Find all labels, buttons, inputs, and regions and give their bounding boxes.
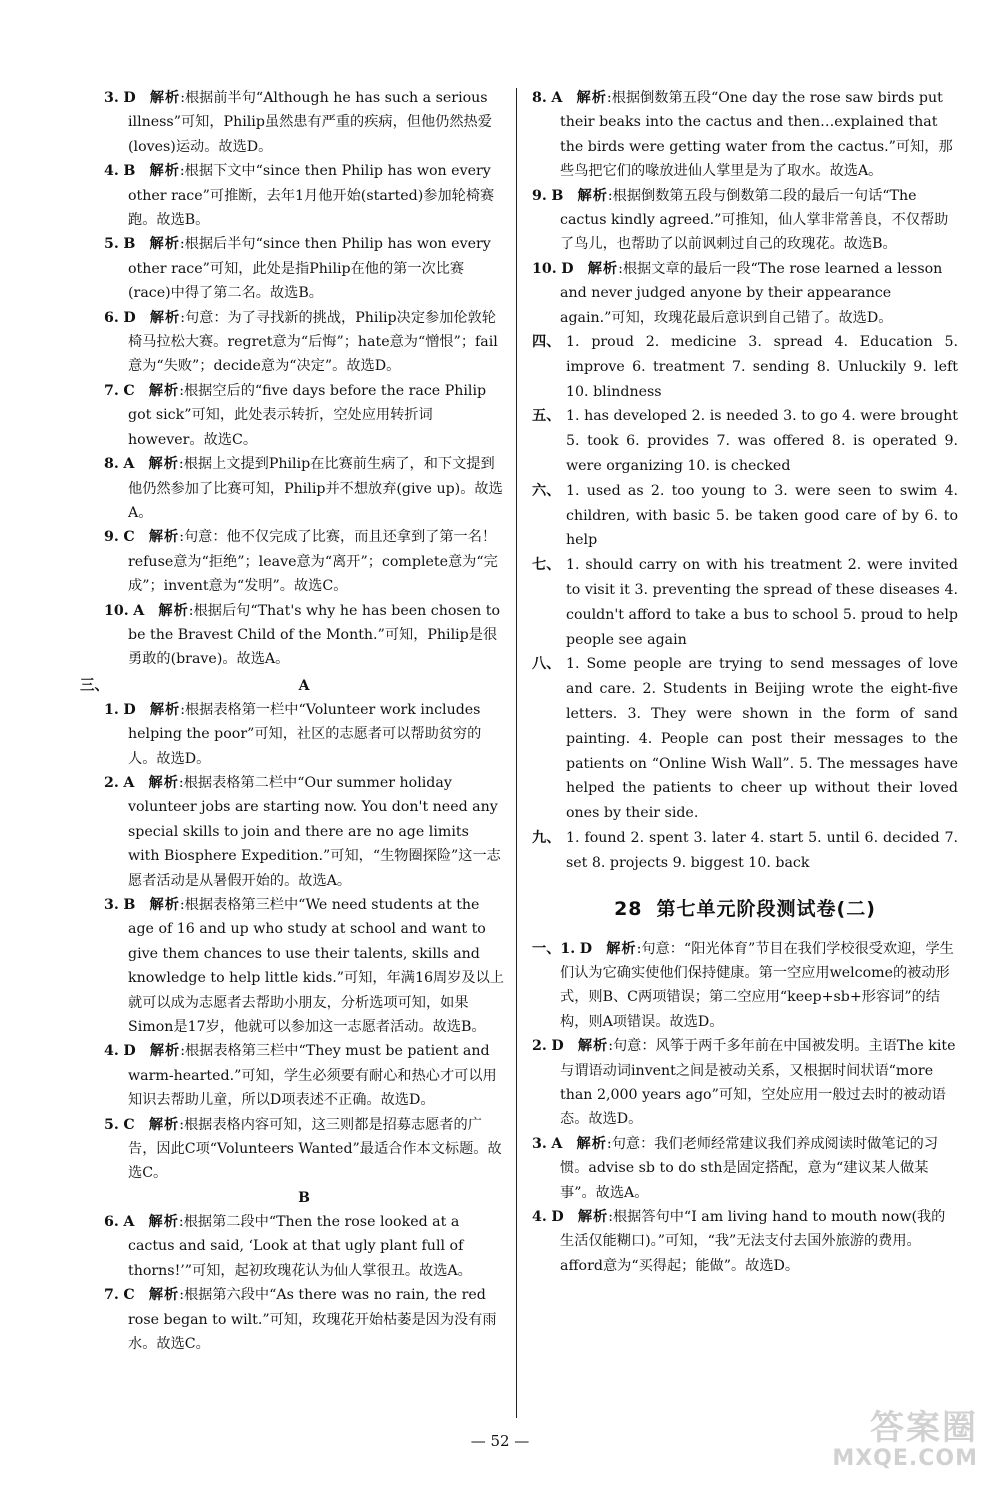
answer-choice: B	[123, 897, 136, 913]
section-title	[532, 894, 958, 921]
passage-a-label: A	[298, 677, 310, 694]
answer-item	[532, 937, 958, 1035]
analysis-text: :句意：他不仅完成了比赛，而且还拿到了第一名！refuse意为“拒绝”；leave意为“离开”；complete意为“完成”；invent意为“发明”。故选C。	[128, 529, 498, 595]
answer-choice: B	[551, 187, 564, 204]
column-divider	[516, 88, 517, 1418]
passage-a-answers	[104, 698, 504, 1186]
answer-item	[532, 86, 958, 184]
answer-choice: D	[123, 309, 136, 326]
analysis-text: :句意：我们老师经常建议我们养成阅读时做笔记的习惯。advise sb to do sth是固定搭配，意为“建议某人做某事”。故选A。	[560, 1135, 939, 1201]
section-three	[80, 674, 504, 698]
answer-item	[104, 698, 504, 771]
analysis-label: 解析	[148, 1116, 180, 1133]
analysis-text: :根据表格第一栏中“Volunteer work includes helping the poor”可知，社区的志愿者可以帮助贫穷的人。故选D。	[128, 701, 482, 767]
page-number: — 52 —	[470, 1432, 530, 1450]
answer-letter: 2.	[532, 1038, 547, 1055]
analysis-text: :根据文章的最后一段“The rose learned a lesson and never judged anyone by their appearance again.”可知，玫瑰花最后意识到自己错了。故选D。	[560, 260, 943, 326]
answer-choice: C	[123, 1116, 135, 1133]
analysis-label: 解析	[149, 163, 180, 180]
answer-choice: D	[123, 701, 136, 718]
answer-item	[104, 771, 504, 893]
answer-item	[104, 379, 504, 452]
analysis-label: 解析	[149, 90, 181, 106]
answer-letter: 10.	[104, 602, 129, 619]
answer-letter: 9.	[532, 187, 547, 204]
answer-choice: C	[123, 529, 135, 546]
analysis-text: :根据空后的“five days before the race Philip got sick”可知，此处表示转折，空处应用转折词however。故选C。	[128, 382, 487, 448]
answer-choice: C	[123, 382, 135, 399]
analysis-text: :根据下文中“since then Philip has won every other race”可推断，去年1月他开始(started)参加轮椅赛跑。故选B。	[128, 163, 495, 229]
answer-item	[104, 893, 504, 1039]
answer-section	[532, 404, 958, 478]
analysis-label: 解析	[148, 382, 180, 399]
section-mark: 七、	[532, 557, 561, 574]
answer-choice: A	[123, 1213, 135, 1230]
answer-item	[104, 1283, 504, 1356]
section-mark: 八、	[532, 656, 561, 673]
section-answers: 1. Some people are trying to send messages of love and care. 2. Students in Beijing wrote the eight-five letters. 3. They were shown in the form of sand painting. 4. People can post their messages to the patients on “Online Wish Wall”. 5. The messages have helped the patients to cheer up without their loved ones by their side.	[566, 656, 958, 822]
answer-item	[104, 525, 504, 598]
answer-letter: 1.	[104, 701, 119, 718]
analysis-text: :根据前半句“Although he has such a serious illness”可知，Philip虽然患有严重的疾病，但他仍然热爱(loves)运动。故选D。	[128, 90, 492, 155]
analysis-text: :根据表格第三栏中“We need students at the age of 16 and up who study at school and want to give them chances to use their talents, skills and knowledge to help little kids.”可知，年满16周岁及以上就可以成为志愿者去帮助小朋友，分析选项可知，如果Simon是17岁，他就可以参加这一志愿者活动。故选B。	[128, 897, 504, 1036]
answer-item	[104, 86, 504, 159]
test-answer-list	[532, 937, 958, 1279]
analysis-text: :根据倒数第五段与倒数第二段的最后一句话“The cactus kindly agreed.”可推知，仙人掌非常善良，不仅帮助了鸟儿，也帮助了以前讽刺过自己的玫瑰花。故选B。	[560, 187, 949, 253]
analysis-label: 解析	[148, 1287, 180, 1304]
answer-letter: 6.	[104, 1213, 119, 1230]
answer-choice: D	[561, 260, 574, 277]
analysis-label: 解析	[158, 602, 189, 619]
right-answer-list	[532, 86, 958, 330]
analysis-label: 解析	[149, 897, 180, 913]
answer-item	[104, 306, 504, 379]
section-answers: 1. used as 2. too young to 3. were seen to swim 4. children, with basic 5. be taken good care of by 6. to help	[566, 482, 958, 549]
analysis-text: :根据后句“That's why he has been chosen to be the Bravest Child of the Month.”可知，Philip是很勇敢的(brave)。故选A。	[128, 602, 500, 668]
analysis-label: 解析	[148, 1213, 179, 1230]
section-mark: 五、	[532, 408, 561, 425]
answer-item	[532, 1132, 958, 1205]
analysis-label: 解析	[149, 309, 181, 326]
analysis-text: :根据表格内容可知，这三则都是招募志愿者的广告，因此C项“Volunteers Wanted”最适合作本文标题。故选C。	[128, 1116, 502, 1182]
answer-letter: 7.	[104, 1287, 119, 1304]
answer-letter: 4.	[532, 1209, 547, 1226]
answer-choice: A	[133, 602, 145, 619]
answer-item	[104, 1113, 504, 1186]
section-three-label: 三、	[80, 676, 109, 694]
answer-letter: 6.	[104, 309, 119, 326]
answer-letter: 3.	[104, 90, 119, 106]
answer-letter: 3.	[532, 1135, 547, 1152]
left-answer-list	[104, 86, 504, 672]
answer-item	[532, 184, 958, 257]
analysis-text: :根据后半句“since then Philip has won every other race”可知，此处是指Philip在他的第一次比赛(race)中得了第二名。故选B。	[128, 236, 491, 302]
answer-choice: A	[123, 774, 135, 791]
answer-item	[532, 1205, 958, 1278]
answer-letter: 10.	[532, 260, 557, 277]
passage-b-label: B	[298, 1189, 310, 1206]
section-answers: 1. found 2. spent 3. later 4. start 5. until 6. decided 7. set 8. projects 9. biggest 10. back	[566, 830, 958, 871]
analysis-text: :句意：风筝于两千多年前在中国被发明。主语The kite与谓语动词invent之间是被动关系，又根据时间状语“more than 2,000 years ago”可知，空处应用一般过去时的被动语态。故选D。	[560, 1038, 956, 1128]
section-answers: 1. proud 2. medicine 3. spread 4. Education 5. improve 6. treatment 7. sending 8. Unluckily 9. left 10. blindness	[566, 334, 958, 400]
analysis-label: 解析	[577, 1038, 609, 1055]
answer-section	[532, 479, 958, 553]
answer-choice: A	[551, 1135, 563, 1152]
answer-letter: 4.	[104, 163, 119, 180]
analysis-label: 解析	[148, 774, 179, 791]
answer-letter: 3.	[104, 897, 119, 913]
watermark-top: 答案圈	[870, 1408, 978, 1448]
passage-b-answers	[104, 1210, 504, 1356]
answer-section	[532, 553, 958, 652]
answer-letter: 7.	[104, 382, 119, 399]
answer-item	[104, 1210, 504, 1283]
answer-item	[104, 1039, 504, 1112]
analysis-label: 解析	[577, 1209, 609, 1226]
analysis-label: 解析	[587, 260, 619, 277]
answer-letter: 9.	[104, 529, 119, 546]
answer-letter: 2.	[104, 774, 119, 791]
answer-choice: A	[551, 90, 563, 106]
answer-choice: D	[123, 1043, 136, 1060]
analysis-label: 解析	[148, 456, 179, 473]
answer-choice: B	[123, 236, 136, 253]
answer-choice: C	[123, 1287, 135, 1304]
answer-section	[532, 652, 958, 826]
answer-letter: 8.	[532, 90, 547, 106]
section-mark: 九、	[532, 830, 561, 846]
section-title-number: 28	[614, 897, 643, 920]
answer-section	[532, 826, 958, 876]
analysis-text: :根据表格第三栏中“They must be patient and warm-hearted.”可知，学生必须要有耐心和热心才可以用知识去帮助儿童，所以D项表述不正确。故选D。	[128, 1043, 497, 1109]
analysis-label: 解析	[149, 701, 181, 718]
watermark-logo	[830, 1409, 978, 1477]
answer-choice: D	[123, 90, 136, 106]
answer-choice: A	[123, 456, 135, 473]
analysis-label: 解析	[576, 90, 607, 106]
answer-item	[104, 452, 504, 525]
analysis-text: :根据第二段中“Then the rose looked at a cactus and said, ‘Look at that ugly plant full of thorns!’”可知，起初玫瑰花认为仙人掌很丑。故选A。	[128, 1213, 472, 1279]
answer-item	[104, 599, 504, 672]
analysis-text: :根据答句中“I am living hand to mouth now(我的生活仅能糊口)。”可知，“我”无法支付去国外旅游的费用。afford意为“买得起；能做”。故选D。	[560, 1209, 946, 1274]
answer-item	[104, 159, 504, 232]
analysis-text: :根据上文提到Philip在比赛前生病了，和下文提到他仍然参加了比赛可知，Philip并不想放弃(give up)。故选A。	[128, 456, 503, 521]
analysis-label: 解析	[149, 1043, 181, 1060]
left-column	[80, 86, 504, 1356]
analysis-text: :根据第六段中“As there was no rain, the red rose began to wilt.”可知，玫瑰花开始枯萎是因为没有雨水。故选C。	[128, 1287, 497, 1352]
analysis-label: 解析	[606, 940, 637, 957]
answer-letter: 8.	[104, 456, 119, 473]
answer-letter: 一、1.	[532, 940, 576, 957]
section-answers: 1. has developed 2. is needed 3. to go 4. were brought 5. took 6. provides 7. was offered 8. is operated 9. were organizing 10. is checked	[566, 408, 958, 475]
analysis-label: 解析	[576, 1135, 607, 1152]
analysis-text: :句意：为了寻找新的挑战，Philip决定参加伦敦轮椅马拉松大赛。regret意为“后悔”；hate意为“憎恨”；fail意为“失败”；decide意为“决定”。故选D。	[128, 309, 498, 375]
analysis-text: :根据倒数第五段“One day the rose saw birds put their beaks into the cactus and then…explained that the birds were getting water from the cactus.”可知，那些鸟把它们的喙放进仙人掌里是为了取水。故选A。	[560, 90, 953, 180]
analysis-label: 解析	[148, 529, 180, 546]
answer-letter: 4.	[104, 1043, 119, 1060]
section-title-text: 第七单元阶段测试卷(二)	[656, 897, 876, 920]
answer-letter: 5.	[104, 236, 119, 253]
section-mark: 六、	[532, 482, 561, 499]
analysis-label: 解析	[577, 187, 608, 204]
section-answers: 1. should carry on with his treatment 2. were invited to visit it 3. preventing the spread of these diseases 4. couldn't afford to take a bus to school 5. proud to help people see again	[566, 557, 958, 648]
answer-item	[532, 1034, 958, 1132]
analysis-text: :根据表格第二栏中“Our summer holiday volunteer jobs are starting now. You don't need any special skills to join and there are no age limits with Biosphere Expedition.”可知，“生物圈探险”这一志愿者活动是从暑假开始的。故选A。	[128, 774, 501, 889]
answer-item	[532, 257, 958, 330]
fill-in-sections	[532, 330, 958, 876]
answer-letter: 5.	[104, 1116, 119, 1133]
answer-choice: D	[579, 940, 593, 957]
answer-choice: D	[551, 1038, 564, 1055]
right-column	[532, 86, 958, 1278]
analysis-text: :句意：“阳光体育”节目在我们学校很受欢迎，学生们认为它确实使他们保持健康。第一空应用welcome的被动形式，则B、C两项错误；第二空应用“keep+sb+形容词”的结构，则A项错误。故选D。	[560, 940, 954, 1030]
answer-choice: B	[123, 163, 136, 180]
watermark-bottom: MXQE.COM	[832, 1446, 978, 1471]
answer-section	[532, 330, 958, 404]
answer-choice: D	[551, 1209, 564, 1226]
answer-item	[104, 232, 504, 305]
section-mark: 四、	[532, 334, 561, 351]
analysis-label: 解析	[149, 236, 180, 253]
